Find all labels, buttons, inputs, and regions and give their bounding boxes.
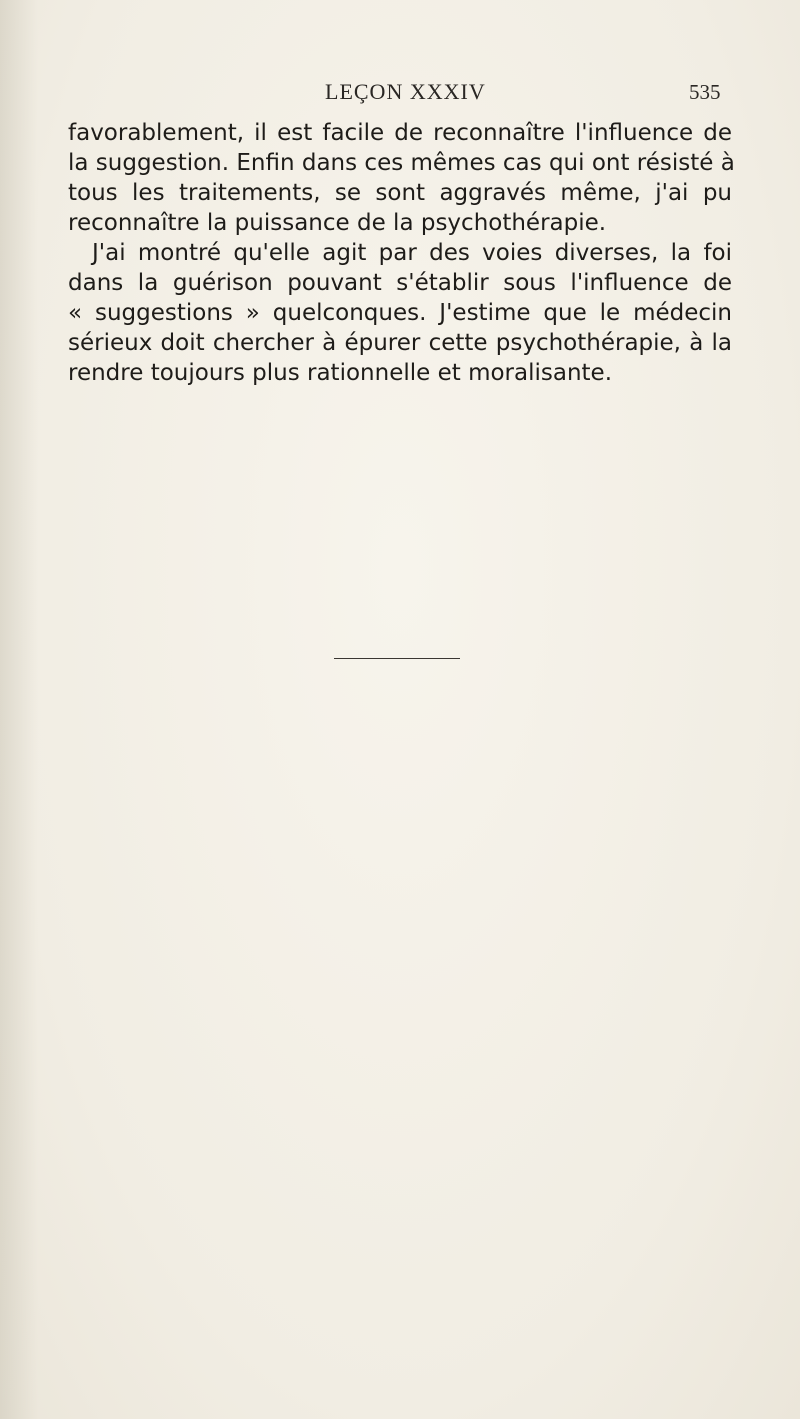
chapter-end-rule [334, 658, 460, 659]
body-text [68, 118, 735, 388]
text-line: « suggestions » quelconques. J'estime que le médecin [68, 300, 732, 326]
text-line: reconnaître la puissance de la psychothérapie. [68, 210, 607, 236]
text-line: la suggestion. Enfin dans ces mêmes cas qui ont résisté à [68, 150, 735, 176]
running-head: LEÇON XXXIV [325, 79, 486, 104]
text-line: dans la guérison pouvant s'établir sous l'influence de [68, 270, 732, 296]
text-line: J'ai montré qu'elle agit par des voies diverses, la foi [92, 240, 732, 266]
text-line: sérieux doit chercher à épurer cette psychothérapie, à la [68, 330, 732, 356]
text-line: tous les traitements, se sont aggravés même, j'ai pu [68, 180, 732, 206]
text-line: favorablement, il est facile de reconnaître l'influence de [68, 120, 732, 146]
page-number: 535 [689, 80, 721, 104]
text-line: rendre toujours plus rationnelle et moralisante. [68, 360, 613, 386]
page-header [0, 78, 800, 108]
